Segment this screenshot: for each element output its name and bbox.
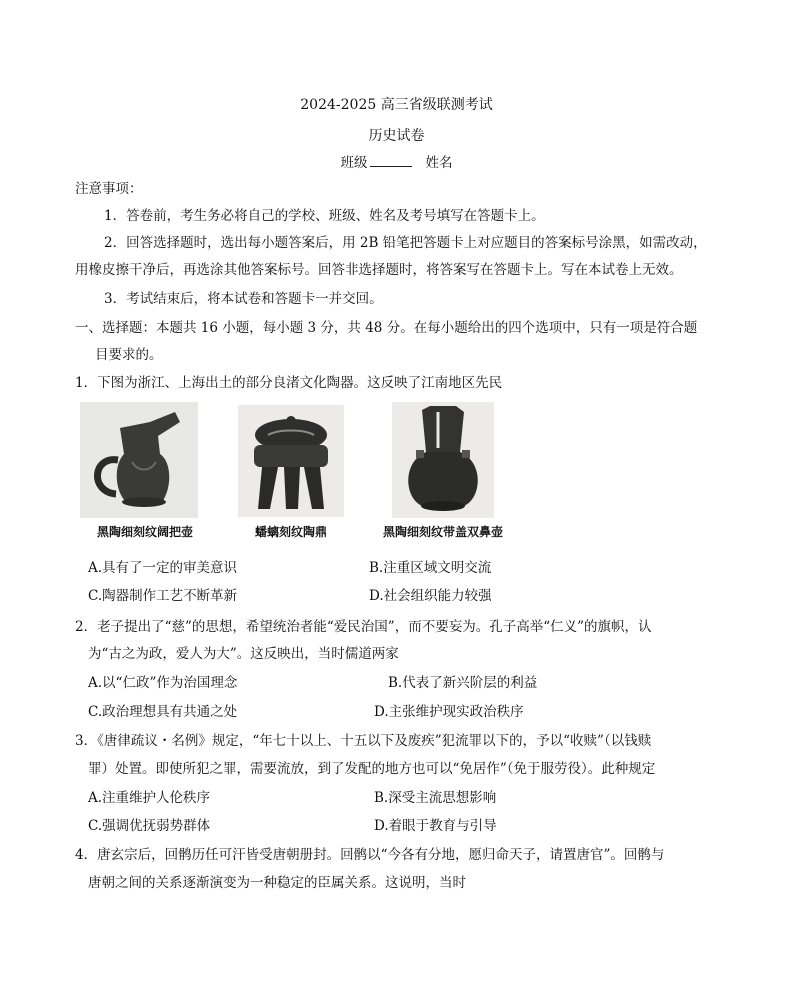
pottery-image-double-nose-pot (392, 402, 494, 518)
question-4-stem: 4．唐玄宗后，回鹘历任可汗皆受唐朝册封。回鹘以“今各有分地，愿归命天子，请置唐官”。回鹘与 (75, 847, 665, 863)
question-3-stem-cont: 罪）处置。即使所犯之罪，需要流放，到了发配的地方也可以“免居作”（免于服劳役）。此种规定 (88, 761, 656, 777)
section-header: 一、选择题：本题共 16 小题，每小题 3 分，共 48 分。在每小题给出的四个选项中，只有一项是符合题 (75, 320, 698, 336)
question-1-stem: 1．下图为浙江、上海出土的部分良渚文化陶器。这反映了江南地区先民 (75, 375, 503, 391)
image-caption-1: 黑陶细刻纹阔把壶 (96, 525, 193, 539)
section-header-cont: 目要求的。 (95, 347, 163, 363)
q2-option-c[interactable]: C.政治理想具有共通之处 (88, 704, 238, 720)
name-class-line (0, 152, 793, 172)
question-2-stem-cont: 为“古之为政，爱人为大”。这反映出，当时儒道两家 (88, 646, 399, 662)
question-3-stem: 3．《唐律疏议・名例》规定，“年七十以上、十五以下及废疾”犯流罪以下的，予以“收赎”（以钱赎 (75, 733, 652, 749)
q2-option-b[interactable]: B.代表了新兴阶层的利益 (388, 675, 538, 691)
notes-heading: 注意事项： (75, 181, 143, 197)
q2-option-d[interactable]: D.主张维护现实政治秩序 (374, 704, 524, 720)
image-caption-2: 蟠螭刻纹陶鼎 (254, 525, 327, 539)
pottery-image-ding (238, 405, 344, 517)
image-caption-3: 黑陶细刻纹带盖双鼻壶 (382, 525, 503, 539)
class-blank[interactable] (370, 152, 412, 167)
note-item-2-cont: 用橡皮擦干净后，再选涂其他答案标号。回答非选择题时，将答案写在答题卡上。写在本试卷上无效。 (75, 262, 683, 278)
q3-option-b[interactable]: B.深受主流思想影响 (374, 790, 497, 806)
q3-option-a[interactable]: A.注重维护人伦秩序 (88, 790, 211, 806)
question-2-stem: 2．老子提出了“慈”的思想，希望统治者能“爱民治国”，而不要妄为。孔子高举“仁义”的旗帜，认 (75, 619, 652, 635)
q1-option-c[interactable]: C.陶器制作工艺不断革新 (88, 588, 238, 604)
q1-option-b[interactable]: B.注重区域文明交流 (369, 560, 492, 576)
note-item-3: 3．考试结束后，将本试卷和答题卡一并交回。 (104, 291, 383, 307)
note-item-1: 1．答卷前，考生务必将自己的学校、班级、姓名及考号填写在答题卡上。 (104, 208, 545, 224)
class-label: 班级 (340, 155, 368, 171)
name-label: 姓名 (425, 155, 453, 171)
q2-option-a[interactable]: A.以“仁政”作为治国理念 (88, 675, 238, 691)
q1-option-a[interactable]: A.具有了一定的审美意识 (88, 560, 238, 576)
exam-title: 2024-2025 高三省级联测考试 (300, 97, 493, 113)
q3-option-d[interactable]: D.着眼于教育与引导 (374, 818, 497, 834)
pottery-image-pitcher (80, 402, 198, 518)
subject-title: 历史试卷 (368, 128, 425, 144)
q1-option-d[interactable]: D.社会组织能力较强 (369, 588, 492, 604)
q3-option-c[interactable]: C.强调优抚弱势群体 (88, 818, 211, 834)
question-4-stem-cont: 唐朝之间的关系逐渐演变为一种稳定的臣属关系。这说明，当时 (88, 875, 466, 891)
note-item-2: 2．回答选择题时，选出每小题答案后，用 2B 铅笔把答题卡上对应题目的答案标号涂黑，如需改动， (104, 235, 707, 251)
